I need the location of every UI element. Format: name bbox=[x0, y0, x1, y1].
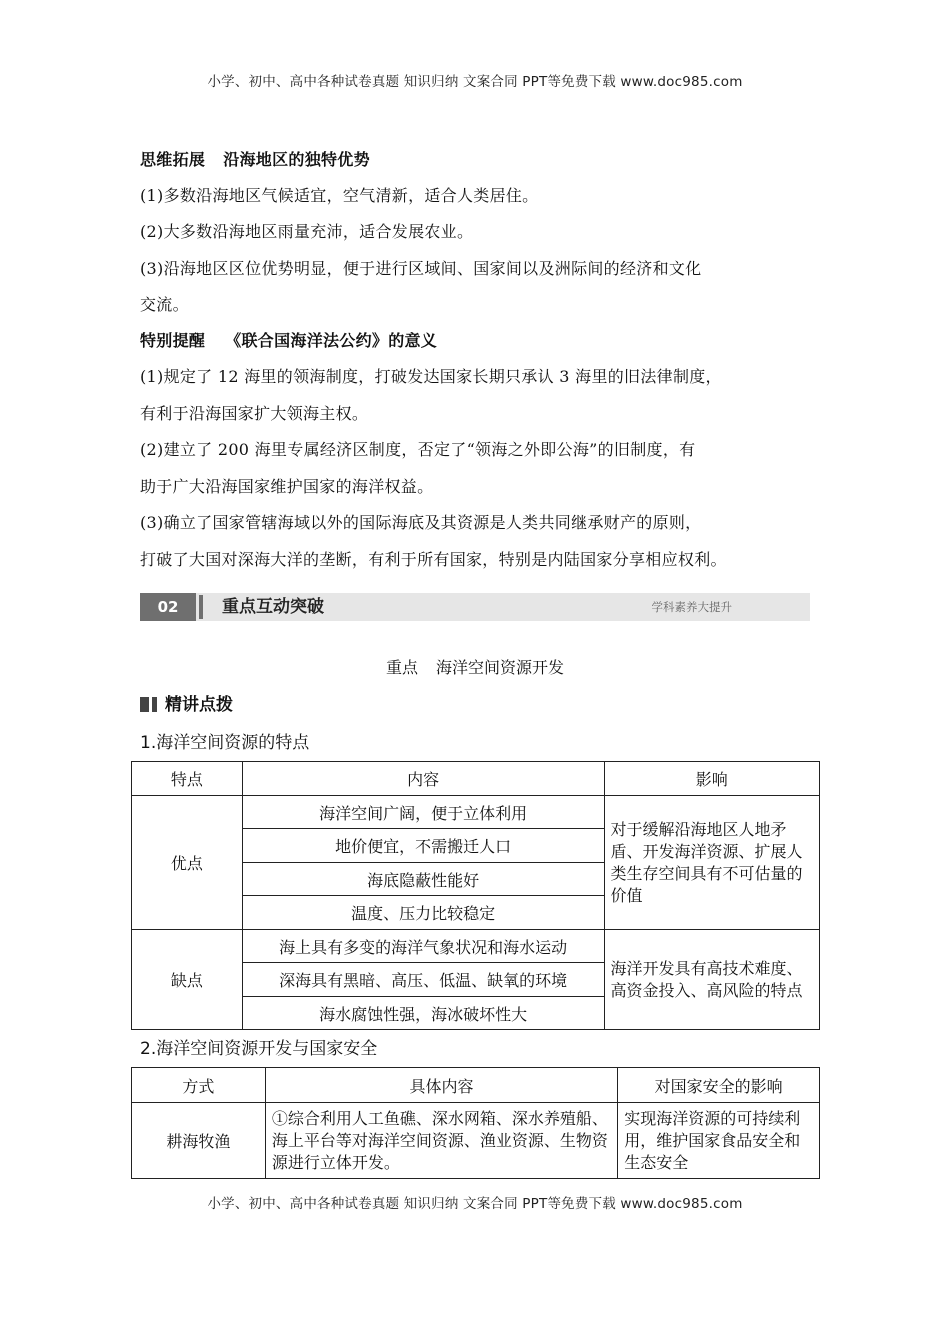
reminder-line: (3)确立了国家管辖海域以外的国际海底及其资源是人类共同继承财产的原则， bbox=[140, 513, 702, 532]
table-header-row bbox=[132, 762, 820, 796]
reminder-line: (1)规定了 12 海里的领海制度，打破发达国家长期只承认 3 海里的旧法律制度， bbox=[140, 367, 722, 386]
heading-marker-icon bbox=[140, 697, 149, 712]
extension-label: 思维拓展 bbox=[140, 150, 206, 169]
banner-subtitle: 学科素养大提升 bbox=[651, 600, 732, 614]
reminder-line: (2)建立了 200 海里专属经济区制度，否定了“领海之外即公海”的旧制度，有 bbox=[140, 440, 696, 459]
table-row bbox=[132, 796, 820, 829]
security-table bbox=[131, 1067, 820, 1179]
heading-marker-icon bbox=[152, 697, 157, 712]
content-cell: 海底隐蔽性能好 bbox=[242, 863, 604, 896]
impact-cell: 对于缓解沿海地区人地矛盾、开发海洋资源、扩展人类生存空间具有不可估量的价值 bbox=[604, 796, 819, 930]
content-cell: 海洋空间广阔，便于立体利用 bbox=[242, 796, 604, 829]
content-cell: 温度、压力比较稳定 bbox=[242, 896, 604, 930]
table2-heading: 2.海洋空间资源开发与国家安全 bbox=[140, 1039, 378, 1059]
table-header-cell: 方式 bbox=[132, 1068, 266, 1103]
key-point-text: 海洋空间资源开发 bbox=[436, 658, 565, 677]
key-point-label: 重点 bbox=[385, 658, 418, 677]
page-footer: 小学、初中、高中各种试卷真题 知识归纳 文案合同 PPT等免费下载 www.doc985.com bbox=[207, 1196, 743, 1212]
content-cell: 海上具有多变的海洋气象状况和海水运动 bbox=[242, 930, 604, 963]
method-cell: 耕海牧渔 bbox=[132, 1103, 266, 1179]
banner-divider bbox=[199, 595, 203, 619]
impact-cell: 海洋开发具有高技术难度、高资金投入、高风险的特点 bbox=[604, 930, 819, 1030]
content-cell: 海水腐蚀性强，海冰破坏性大 bbox=[242, 997, 604, 1030]
reminder-line: 助于广大沿海国家维护国家的海洋权益。 bbox=[140, 477, 434, 496]
table-header-cell: 影响 bbox=[604, 762, 819, 796]
feature-cell: 优点 bbox=[132, 796, 243, 930]
feature-cell: 缺点 bbox=[132, 930, 243, 1030]
reminder-label: 特别提醒 bbox=[140, 331, 206, 350]
extension-title: 沿海地区的独特优势 bbox=[223, 150, 370, 169]
table-row bbox=[132, 930, 820, 963]
table1-heading: 1.海洋空间资源的特点 bbox=[140, 733, 310, 753]
extension-line: (1)多数沿海地区气候适宜，空气清新，适合人类居住。 bbox=[140, 186, 539, 205]
table-header-row bbox=[132, 1068, 820, 1103]
banner-title: 重点互动突破 bbox=[222, 597, 324, 617]
table-header-cell: 具体内容 bbox=[265, 1068, 617, 1103]
extension-line: (3)沿海地区区位优势明显，便于进行区域间、国家间以及洲际间的经济和文化 bbox=[140, 259, 702, 278]
key-point-title bbox=[0, 655, 950, 678]
section-banner bbox=[140, 593, 810, 621]
section-heading-text: 精讲点拨 bbox=[165, 695, 233, 715]
table-row bbox=[132, 1103, 820, 1179]
reminder-title: 《联合国海洋法公约》的意义 bbox=[225, 331, 438, 350]
impact-cell: 实现海洋资源的可持续利用，维护国家食品安全和生态安全 bbox=[618, 1103, 820, 1179]
reminder-heading bbox=[140, 328, 437, 351]
table-header-cell: 对国家安全的影响 bbox=[618, 1068, 820, 1103]
section-heading bbox=[140, 690, 233, 715]
extension-line: (2)大多数沿海地区雨量充沛，适合发展农业。 bbox=[140, 222, 474, 241]
banner-number: 02 bbox=[140, 593, 196, 621]
table-header-cell: 内容 bbox=[242, 762, 604, 796]
reminder-line: 有利于沿海国家扩大领海主权。 bbox=[140, 404, 369, 423]
page-header: 小学、初中、高中各种试卷真题 知识归纳 文案合同 PPT等免费下载 www.doc985.com bbox=[207, 74, 743, 90]
extension-heading bbox=[140, 147, 370, 170]
content-cell: ①综合利用人工鱼礁、深水网箱、深水养殖船、海上平台等对海洋空间资源、渔业资源、生物资源进行立体开发。 bbox=[265, 1103, 617, 1179]
features-table bbox=[131, 761, 820, 1030]
content-cell: 地价便宜，不需搬迁人口 bbox=[242, 829, 604, 863]
extension-line: 交流。 bbox=[140, 295, 189, 314]
table-header-cell: 特点 bbox=[132, 762, 243, 796]
reminder-line: 打破了大国对深海大洋的垄断，有利于所有国家，特别是内陆国家分享相应权利。 bbox=[140, 550, 727, 569]
content-cell: 深海具有黑暗、高压、低温、缺氧的环境 bbox=[242, 963, 604, 997]
